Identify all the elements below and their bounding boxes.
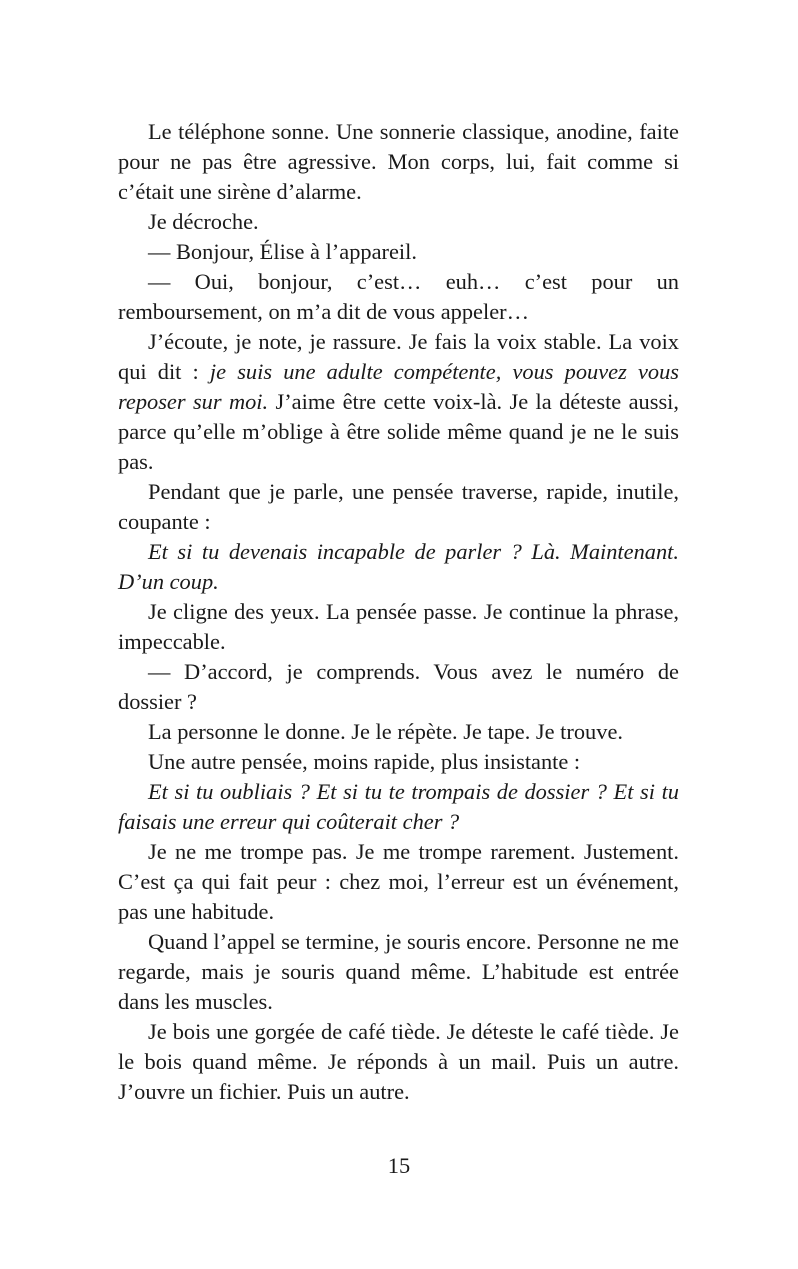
paragraph: Je décroche. xyxy=(148,209,259,234)
paragraph xyxy=(118,327,679,477)
dialogue-line: — Bonjour, Élise à l’appareil. xyxy=(148,239,417,264)
paragraph: Je cligne des yeux. La pensée passe. Je continue la phrase, impeccable. xyxy=(118,599,679,654)
paragraph: La personne le donne. Je le répète. Je tape. Je trouve. xyxy=(148,719,623,744)
paragraph: Pendant que je parle, une pensée traverse, rapide, inutile, coupante : xyxy=(118,479,679,534)
page-body xyxy=(118,117,679,1107)
italic-quote: je suis une adulte compétente, vous pouvez vous reposer sur moi. xyxy=(118,359,679,414)
dialogue-line: — D’accord, je comprends. Vous avez le numéro de dossier ? xyxy=(118,659,679,714)
dialogue-line: — Oui, bonjour, c’est… euh… c’est pour un remboursement, on m’a dit de vous appeler… xyxy=(118,269,679,324)
paragraph: Le téléphone sonne. Une sonnerie classique, anodine, faite pour ne pas être agressive. Mon corps, lui, fait comme si c’était une sirène d’alarme. xyxy=(118,119,679,204)
paragraph: Je bois une gorgée de café tiède. Je déteste le café tiède. Je le bois quand même. Je réponds à un mail. Puis un autre. J’ouvre un fichier. Puis un autre. xyxy=(118,1019,679,1104)
paragraph-text: J’aime être cette voix-là. Je la déteste aussi, parce qu’elle m’oblige à être solide même quand je ne le suis pas. xyxy=(118,389,679,474)
italic-thought: Et si tu oubliais ? Et si tu te trompais de dossier ? Et si tu faisais une erreur qui coûterait cher ? xyxy=(118,779,679,834)
paragraph-text: J’écoute, je note, je rassure. Je fais la voix stable. La voix qui dit : xyxy=(118,329,679,384)
paragraph: Je ne me trompe pas. Je me trompe rarement. Justement. C’est ça qui fait peur : chez moi, l’erreur est un événement, pas une habitude. xyxy=(118,839,679,924)
paragraph: Une autre pensée, moins rapide, plus insistante : xyxy=(148,749,581,774)
page-number: 15 xyxy=(387,1153,411,1178)
italic-thought: Et si tu devenais incapable de parler ? Là. Maintenant. D’un coup. xyxy=(118,539,679,594)
paragraph: Quand l’appel se termine, je souris encore. Personne ne me regarde, mais je souris quand même. L’habitude est entrée dans les muscles. xyxy=(118,929,679,1014)
